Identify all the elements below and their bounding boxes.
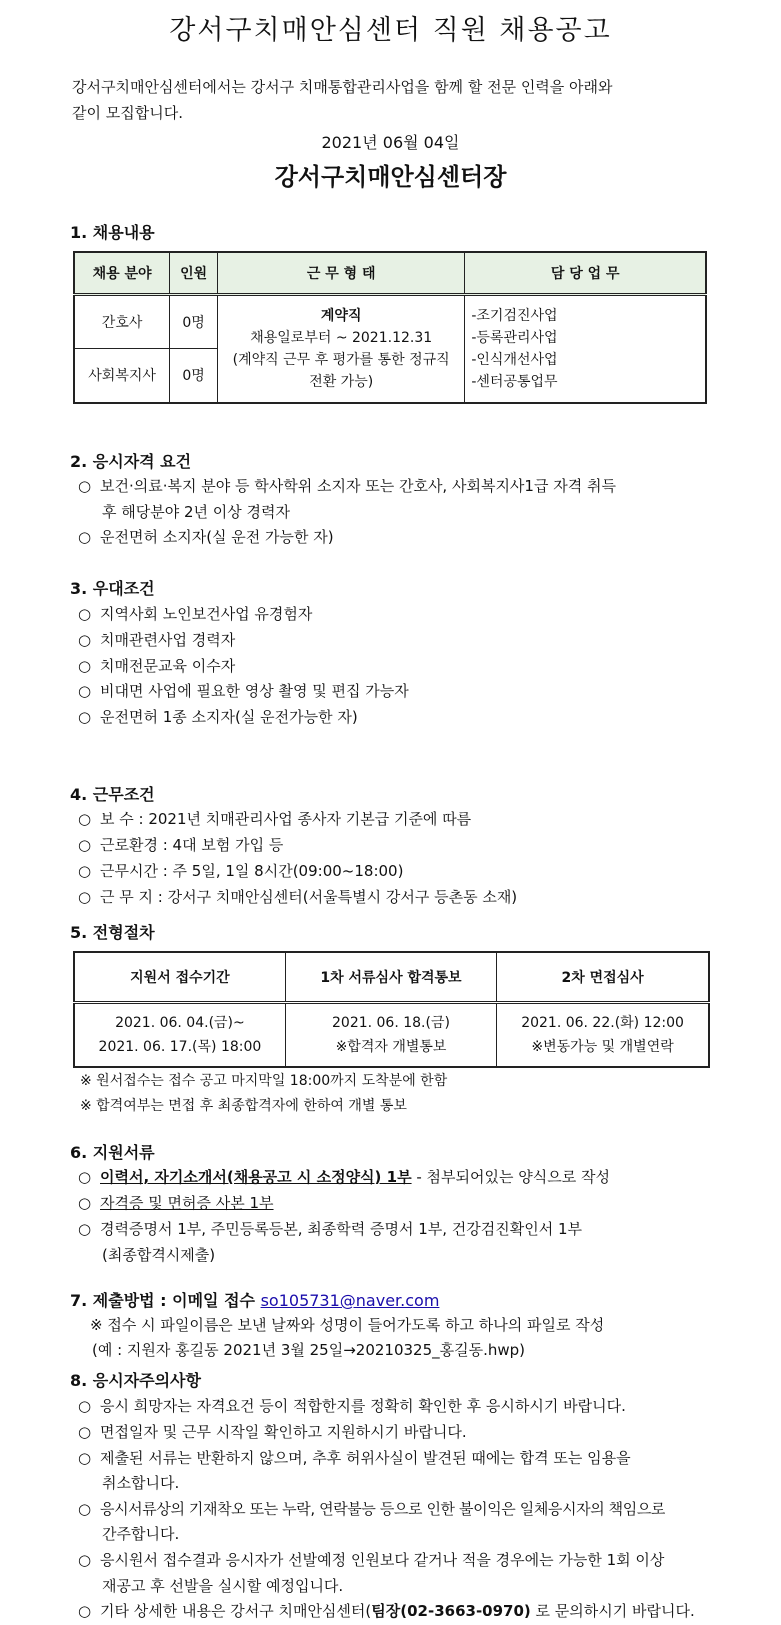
list-item-continuation: 후 해당분야 2년 이상 경력자 [102, 503, 291, 521]
work-type-note-2: 전환 가능) [309, 373, 374, 390]
header-count: 인원 [170, 252, 218, 295]
section-1-heading: 1. 채용내용 [70, 223, 155, 242]
application-period-cell: 2021. 06. 04.(금)~ 2021. 06. 17.(목) 18:00 [74, 1003, 285, 1067]
list-item: ○ 치매전문교육 이수자 [78, 657, 236, 675]
bullet-icon: ○ [78, 477, 92, 495]
list-item-continuation: 간주합니다. [102, 1525, 180, 1543]
header-duties: 담 당 업 무 [465, 252, 706, 295]
bullet-icon: ○ [78, 888, 92, 906]
list-item: ○ 경력증명서 1부, 주민등록등본, 최종학력 증명서 1부, 건강검진확인서 1부 [78, 1220, 583, 1238]
list-item-continuation: (최종합격시제출) [102, 1246, 216, 1264]
duty-item: -센터공통업무 [471, 373, 558, 390]
work-type-note-1: (계약직 근무 후 평가를 통한 정규직 [232, 351, 450, 368]
list-item: ○ 기타 상세한 내용은 강서구 치매안심센터(팀장(02-3663-0970) 로 문의하시기 바랍니다. [78, 1602, 695, 1620]
header-application-period: 지원서 접수기간 [74, 952, 285, 1003]
interview-cell: 2021. 06. 22.(화) 12:00 ※변동가능 및 개별연락 [497, 1003, 709, 1067]
position-table-header [74, 252, 706, 295]
list-item-continuation: 재공고 후 선발을 실시할 예정입니다. [102, 1577, 344, 1595]
section-2-heading: 2. 응시자격 요건 [70, 452, 192, 471]
bullet-icon: ○ [78, 1423, 92, 1441]
bullet-icon: ○ [78, 605, 92, 623]
header-interview: 2차 면접심사 [497, 952, 709, 1003]
list-item: ○ 운전면허 소지자(실 운전 가능한 자) [78, 528, 334, 546]
duty-item: -조기검진사업 [471, 307, 558, 324]
contact-phone: 팀장(02-3663-0970) [371, 1602, 531, 1620]
email-link[interactable]: so105731@naver.com [260, 1291, 440, 1310]
bullet-icon: ○ [78, 1220, 92, 1238]
notice-date: 2021년 06월 04일 [321, 133, 460, 152]
duty-item: -인식개선사업 [471, 351, 558, 368]
section-8-heading: 8. 응시자주의사항 [70, 1371, 201, 1390]
bullet-icon: ○ [78, 1194, 92, 1212]
document-screening-cell: 2021. 06. 18.(금) ※합격자 개별통보 [285, 1003, 496, 1067]
list-item: ○ 운전면허 1종 소지자(실 운전가능한 자) [78, 708, 358, 726]
bullet-icon: ○ [78, 1449, 92, 1467]
process-table-header [74, 952, 709, 1003]
count-social-worker: 0명 [170, 349, 218, 403]
bullet-icon: ○ [78, 862, 92, 880]
bullet-icon: ○ [78, 810, 92, 828]
process-note: ※ 원서접수는 접수 공고 마지막일 18:00까지 도착분에 한함 [80, 1073, 448, 1089]
count-nurse: 0명 [170, 295, 218, 349]
bullet-icon: ○ [78, 682, 92, 700]
bullet-icon: ○ [78, 708, 92, 726]
work-type-title: 계약직 [320, 307, 362, 324]
section-4-heading: 4. 근무조건 [70, 785, 155, 804]
list-item: ○ 제출된 서류는 반환하지 않으며, 추후 허위사실이 발견된 때에는 합격 또는 임용을 [78, 1449, 631, 1467]
list-item-continuation: 취소합니다. [102, 1474, 180, 1492]
section-6-heading: 6. 지원서류 [70, 1143, 155, 1162]
list-item: ○ 보건·의료·복지 분야 등 학사학위 소지자 또는 간호사, 사회복지사1급 자격 취득 [78, 477, 616, 495]
bullet-icon: ○ [78, 1602, 92, 1620]
list-item: ○ 면접일자 및 근무 시작일 확인하고 지원하시기 바랍니다. [78, 1423, 467, 1441]
field-nurse: 간호사 [74, 295, 170, 349]
list-item: ○ 치매관련사업 경력자 [78, 631, 236, 649]
list-item: ○ 근로환경 : 4대 보험 가입 등 [78, 836, 284, 854]
bullet-icon: ○ [78, 836, 92, 854]
position-table [73, 251, 707, 404]
intro-line-2: 같이 모집합니다. [72, 104, 183, 122]
table-row [74, 295, 706, 349]
section-5-heading: 5. 전형절차 [70, 923, 155, 942]
bullet-icon: ○ [78, 631, 92, 649]
section-3-heading: 3. 우대조건 [70, 579, 155, 598]
section-7-heading: 7. 제출방법 : 이메일 접수 so105731@naver.com [70, 1291, 440, 1310]
header-work-type: 근 무 형 태 [218, 252, 465, 295]
issuer-signature: 강서구치매안심센터장 [274, 163, 507, 191]
work-type-period: 채용일로부터 ~ 2021.12.31 [250, 329, 433, 346]
process-table [73, 951, 710, 1068]
duty-item: -등록관리사업 [471, 329, 558, 346]
list-item: ○ 응시 희망자는 자격요건 등이 적합한지를 정확히 확인한 후 응시하시기 바랍니다. [78, 1397, 626, 1415]
submission-example: (예 : 지원자 홍길동 2021년 3월 25일→20210325_홍길동.hwp) [92, 1341, 526, 1359]
bullet-icon: ○ [78, 1551, 92, 1569]
bullet-icon: ○ [78, 1397, 92, 1415]
list-item: ○ 자격증 및 면허증 사본 1부 [78, 1194, 274, 1212]
header-document-screening: 1차 서류심사 합격통보 [285, 952, 496, 1003]
page-title: 강서구치매안심센터 직원 채용공고 [169, 15, 612, 46]
list-item: ○ 비대면 사업에 필요한 영상 촬영 및 편집 가능자 [78, 682, 409, 700]
bullet-icon: ○ [78, 1168, 92, 1186]
field-social-worker: 사회복지사 [74, 349, 170, 403]
intro-line-1: 강서구치매안심센터에서는 강서구 치매통합관리사업을 함께 할 전문 인력을 아래와 [72, 78, 613, 96]
header-field: 채용 분야 [74, 252, 170, 295]
bullet-icon: ○ [78, 657, 92, 675]
required-docs-bold: 이력서, 자기소개서(채용공고 시 소정양식) 1부 [100, 1168, 412, 1186]
bullet-icon: ○ [78, 528, 92, 546]
bullet-icon: ○ [78, 1500, 92, 1518]
list-item: ○ 응시원서 접수결과 응시자가 선발예정 인원보다 같거나 적을 경우에는 가능한 1회 이상 [78, 1551, 665, 1569]
submission-note: ※ 접수 시 파일이름은 보낸 날짜와 성명이 들어가도록 하고 하나의 파일로 작성 [90, 1316, 605, 1334]
list-item: ○ 근 무 지 : 강서구 치매안심센터(서울특별시 강서구 등촌동 소재) [78, 888, 518, 906]
work-type-cell [218, 295, 465, 403]
list-item: ○ 보 수 : 2021년 치매관리사업 종사자 기본급 기준에 따름 [78, 810, 472, 828]
list-item: ○ 근무시간 : 주 5일, 1일 8시간(09:00~18:00) [78, 862, 404, 880]
table-row [74, 1003, 709, 1067]
list-item: ○ 응시서류상의 기재착오 또는 누락, 연락불능 등으로 인한 불이익은 일체응시자의 책임으로 [78, 1500, 666, 1518]
list-item: ○ 이력서, 자기소개서(채용공고 시 소정양식) 1부 - 첨부되어있는 양식으로 작성 [78, 1168, 610, 1186]
list-item: ○ 지역사회 노인보건사업 유경험자 [78, 605, 313, 623]
process-note: ※ 합격여부는 면접 후 최종합격자에 한하여 개별 통보 [80, 1098, 407, 1114]
duties-cell [465, 295, 706, 403]
